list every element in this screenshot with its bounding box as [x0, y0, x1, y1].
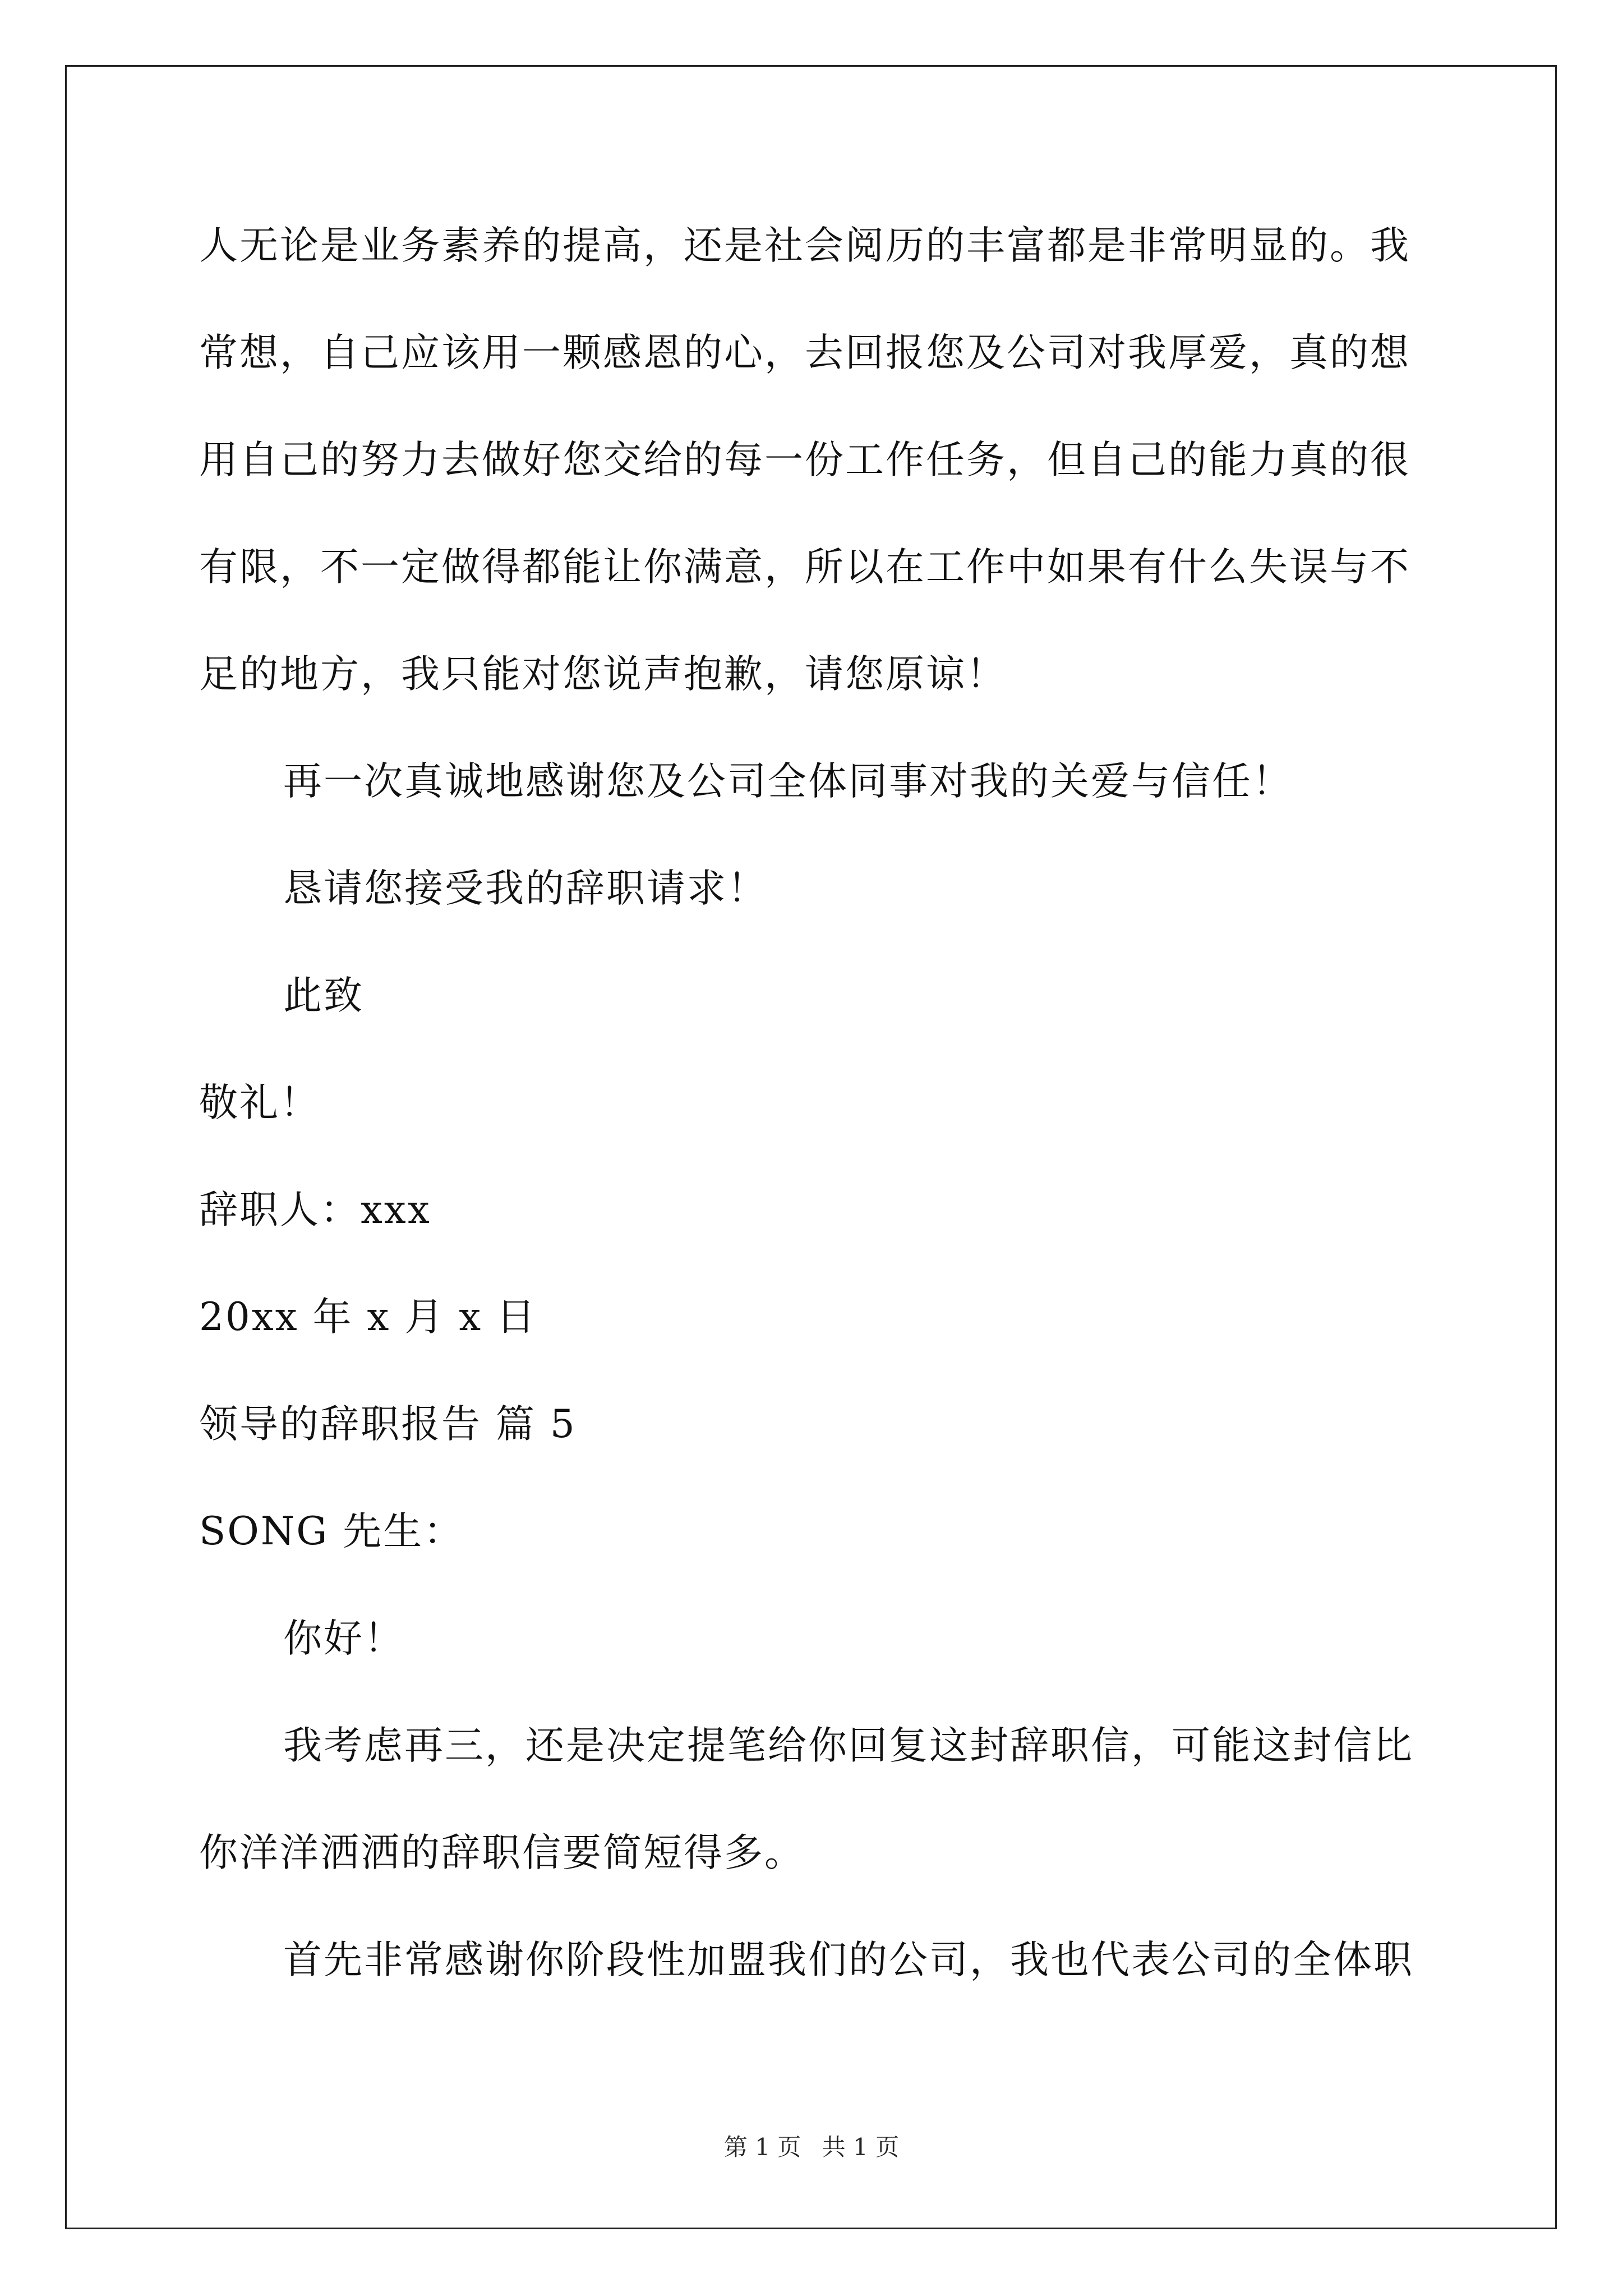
paragraph-line: 恳请您接受我的辞职请求！ — [283, 866, 768, 911]
text-line: 你洋洋洒洒的辞职信要简短得多。 — [199, 1830, 805, 1875]
date-line: 20xx 年 x 月 x 日 — [199, 1295, 537, 1340]
text-line: 常想，自己应该用一颗感恩的心，去回报您及公司对我厚爱，真的想 — [199, 330, 1410, 375]
text-line: 有限，不一定做得都能让你满意，所以在工作中如果有什么失误与不 — [199, 545, 1410, 590]
closing-salutation: 此致 — [283, 973, 364, 1018]
closing-regards: 敬礼！ — [199, 1080, 320, 1125]
text-line: 足的地方，我只能对您说声抱歉，请您原谅！ — [199, 652, 1007, 697]
page-number: 第 1 页 — [723, 2133, 801, 2161]
addressee-line: SONG 先生： — [199, 1509, 464, 1554]
text-line: 用自己的努力去做好您交给的每一份工作任务，但自己的能力真的很 — [199, 438, 1410, 482]
page-total: 共 1 页 — [822, 2133, 900, 2161]
page-footer — [0, 2133, 1623, 2161]
page-border — [65, 65, 1557, 2229]
greeting-line: 你好！ — [283, 1616, 404, 1661]
section-heading: 领导的辞职报告 篇 5 — [199, 1402, 577, 1447]
paragraph-line: 我考虑再三，还是决定提笔给你回复这封辞职信，可能这封信比 — [283, 1723, 1414, 1768]
text-line: 人无论是业务素养的提高，还是社会阅历的丰富都是非常明显的。我 — [199, 223, 1410, 268]
paragraph-line: 首先非常感谢你阶段性加盟我们的公司，我也代表公司的全体职 — [283, 1938, 1414, 1982]
paragraph-line: 再一次真诚地感谢您及公司全体同事对我的关爱与信任！ — [283, 759, 1293, 804]
signature-line: 辞职人：xxx — [199, 1188, 431, 1232]
